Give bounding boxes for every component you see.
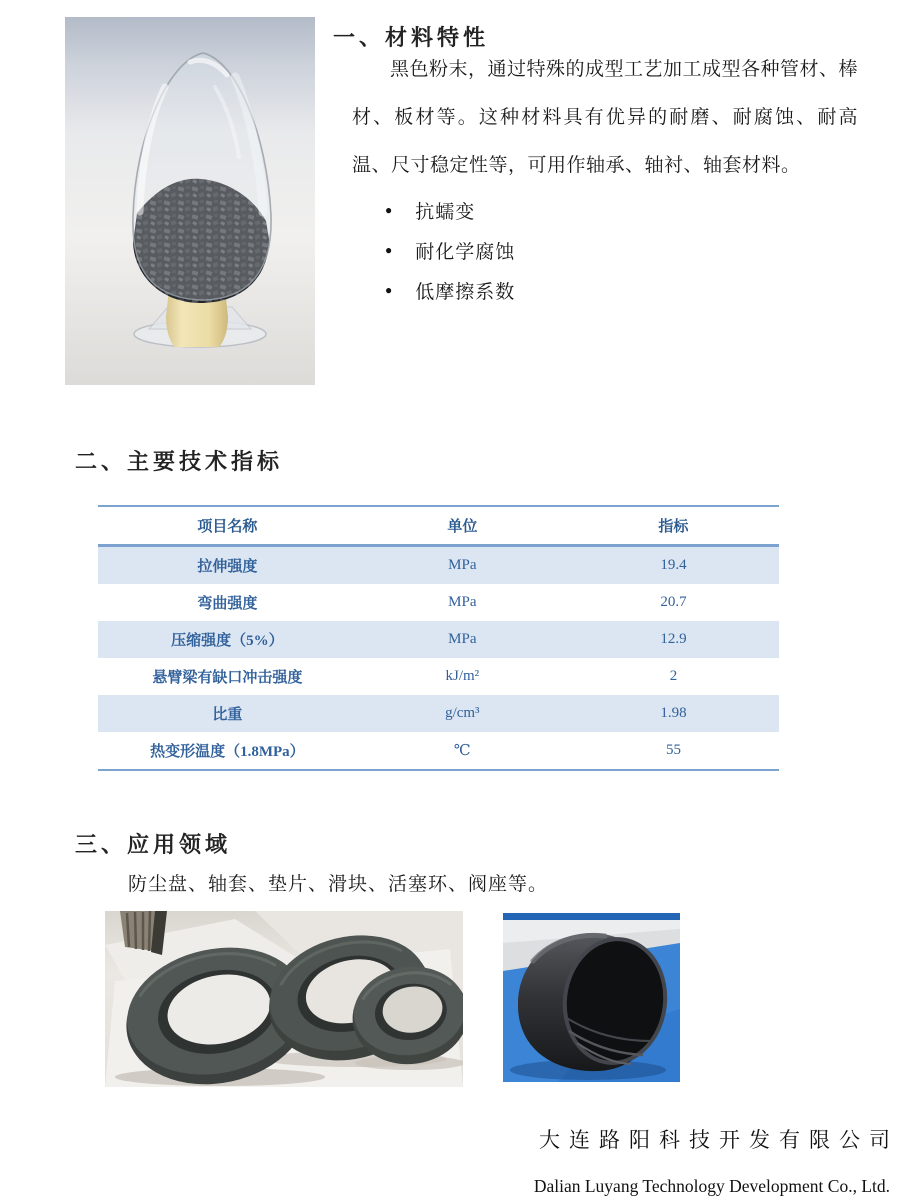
spec-unit: MPa — [448, 594, 477, 610]
bushing-graphic — [503, 913, 680, 1082]
section3-heading: 三、应用领域 — [75, 832, 232, 857]
column-header-value: 指标 — [658, 519, 689, 535]
column-header-unit: 单位 — [447, 519, 478, 535]
spec-value: 19.4 — [660, 557, 687, 573]
granules-product-photo — [65, 17, 315, 385]
spec-name: 热变形温度（1.8MPa） — [150, 744, 305, 760]
spec-name: 弯曲强度 — [197, 596, 258, 612]
spec-name: 拉伸强度 — [197, 559, 258, 575]
spec-value: 12.9 — [660, 631, 687, 647]
table-row — [98, 732, 779, 770]
company-name-cn: 大连路阳科技开发有限公司 — [539, 1129, 899, 1152]
section1-heading: 一、材料特性 — [333, 25, 490, 50]
bullet-icon: ● — [385, 243, 394, 257]
spec-value: 55 — [665, 742, 681, 758]
table-row — [98, 658, 779, 695]
company-name-en: Dalian Luyang Technology Development Co., Ltd. — [533, 1176, 890, 1196]
seal-rings-graphic — [105, 911, 463, 1087]
table-row — [98, 584, 779, 621]
spec-name: 压缩强度（5%） — [171, 633, 284, 649]
spec-name: 悬臂梁有缺口冲击强度 — [152, 670, 303, 686]
feature-label: 抗蠕变 — [415, 201, 476, 223]
spec-value: 20.7 — [660, 594, 687, 610]
table-header-row — [98, 506, 779, 546]
seal-rings-photo — [105, 911, 463, 1087]
granules-photo-graphic — [65, 17, 315, 385]
section2-heading: 二、主要技术指标 — [75, 449, 284, 474]
feature-label: 低摩擦系数 — [415, 281, 516, 303]
list-item — [385, 270, 861, 310]
spec-unit: kJ/m² — [445, 668, 480, 684]
feature-list — [333, 190, 861, 310]
section3-applications-text: 防尘盘、轴套、垫片、滑块、活塞环、阀座等。 — [128, 874, 549, 895]
feature-label: 耐化学腐蚀 — [415, 241, 516, 263]
spec-unit: g/cm³ — [445, 705, 480, 721]
spec-unit: MPa — [448, 631, 477, 647]
spec-unit: MPa — [448, 557, 477, 573]
footer — [533, 1127, 899, 1197]
bullet-icon: ● — [385, 283, 394, 297]
column-header-name: 项目名称 — [197, 519, 258, 535]
spec-table — [98, 505, 779, 771]
list-item — [385, 190, 861, 230]
spec-name: 比重 — [212, 707, 243, 723]
table-row — [98, 621, 779, 658]
table-row — [98, 546, 779, 585]
spec-value: 2 — [669, 668, 678, 684]
bullet-icon: ● — [385, 203, 394, 217]
section1-paragraph: 黑色粉末，通过特殊的成型工艺加工成型各种管材、棒材、板材等。这种材料具有优异的耐磨、耐腐蚀、耐高温、尺寸稳定性等，可用作轴承、轴衬、轴套材料。 — [352, 59, 859, 176]
section-material-properties — [333, 24, 861, 310]
table-row — [98, 695, 779, 732]
list-item — [385, 230, 861, 270]
spec-unit: ℃ — [453, 743, 471, 759]
spec-value: 1.98 — [660, 705, 687, 721]
bushing-photo — [503, 913, 680, 1082]
